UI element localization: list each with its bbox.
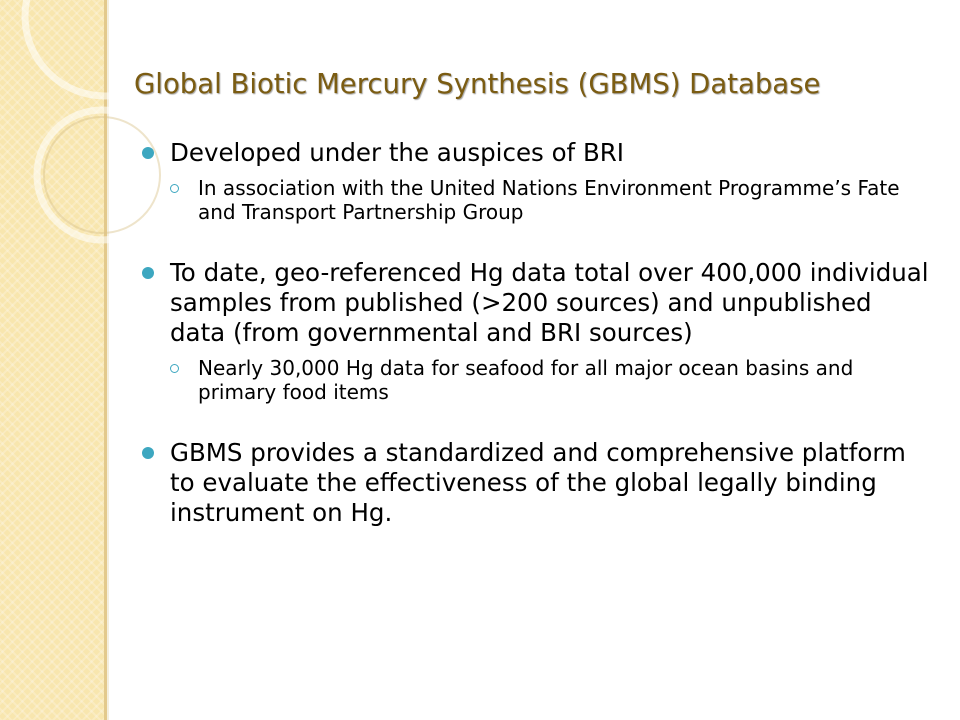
bullet-text: GBMS provides a standardized and comprehensive platform to evaluate the effectiveness of the global legally binding instrument on Hg. xyxy=(170,438,906,527)
bullet-dot xyxy=(142,147,154,159)
bullet-dot xyxy=(142,267,154,279)
slide-title: Global Biotic Mercury Synthesis (GBMS) Database xyxy=(134,68,821,100)
slide-content xyxy=(142,138,932,528)
sub-bullet-text: In association with the United Nations Environment Programme’s Fate and Transport Partnership Group xyxy=(198,176,900,224)
sub-bullet-item xyxy=(142,356,932,404)
bullet-dot xyxy=(142,447,154,459)
sub-bullet-dot xyxy=(170,364,179,373)
sub-bullet-item xyxy=(142,176,932,224)
sub-bullet-dot xyxy=(170,184,179,193)
bullet-item xyxy=(142,438,932,528)
bullet-text: Developed under the auspices of BRI xyxy=(170,138,625,167)
bullet-item xyxy=(142,258,932,348)
bullet-text: To date, geo-referenced Hg data total over 400,000 individual samples from published (>200 sources) and unpublished data (from governmental and BRI sources) xyxy=(170,258,929,347)
sub-bullet-text: Nearly 30,000 Hg data for seafood for all major ocean basins and primary food items xyxy=(198,356,854,404)
bullet-item xyxy=(142,138,932,168)
